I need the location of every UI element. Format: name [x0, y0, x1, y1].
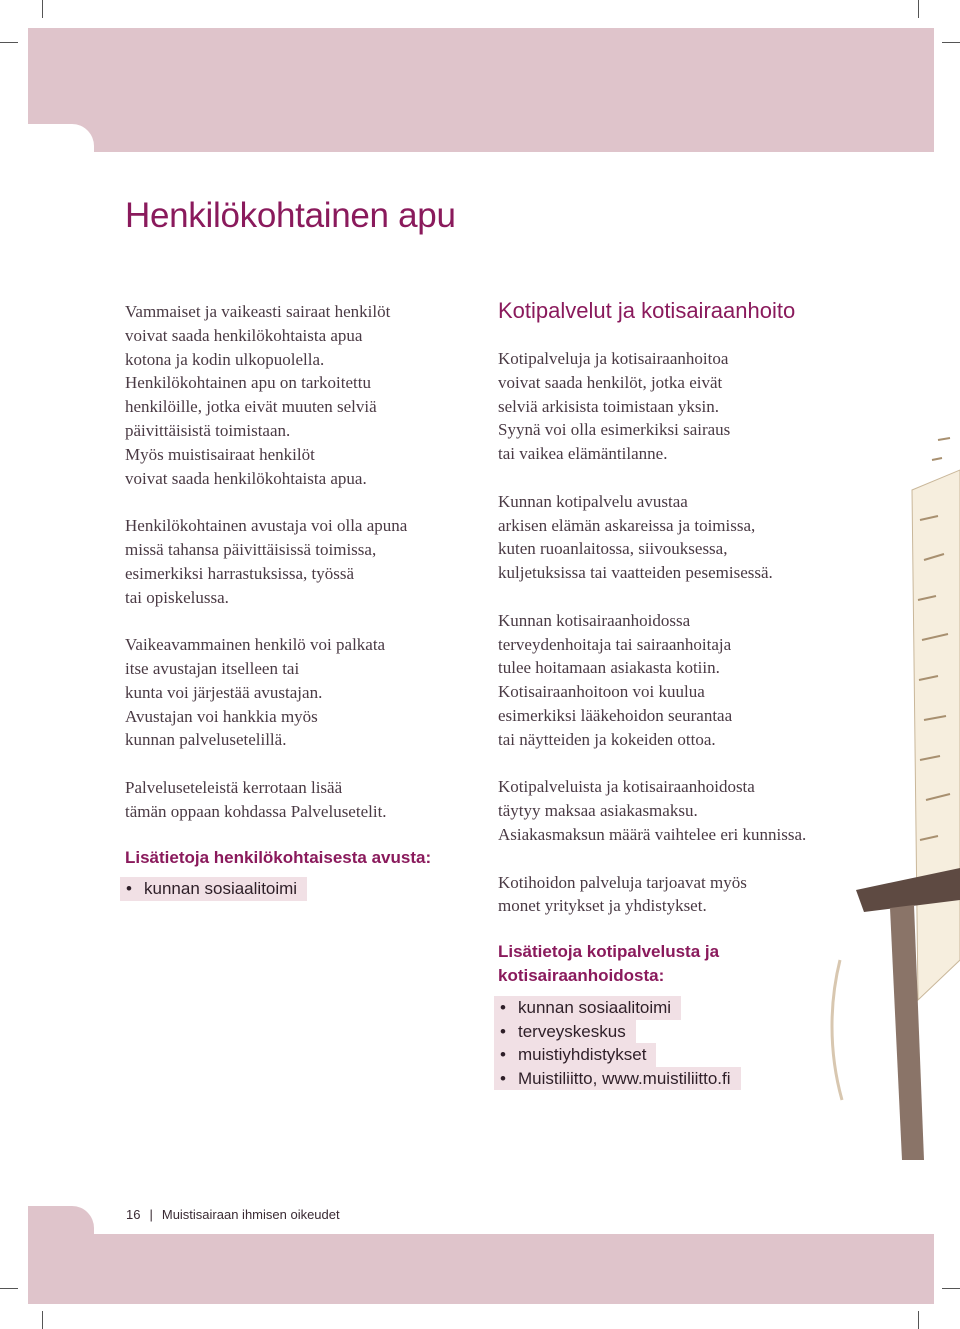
furniture-illustration — [820, 400, 960, 1160]
crop-mark — [42, 0, 43, 18]
footer-band-notch — [28, 1206, 94, 1234]
bullet-icon: • — [126, 879, 132, 898]
crop-mark — [0, 42, 18, 43]
list-item: • muistiyhdistykset — [494, 1043, 656, 1067]
list-item: • Muistiliitto, www.muistiliitto.fi — [494, 1067, 741, 1091]
crop-mark — [942, 1288, 960, 1289]
right-column — [498, 347, 858, 942]
footer-band — [28, 1234, 934, 1304]
paragraph: Vaikeavammainen henkilö voi palkata itse avustajan itselleen tai kunta voi järjestää avustajan. Avustajan voi hankkia myös kunnan palvelusetelillä. — [125, 635, 386, 750]
footer-separator: | — [149, 1207, 153, 1222]
bullet-icon: • — [500, 998, 506, 1017]
info-heading-left: Lisätietoja henkilökohtaisesta avusta: — [125, 848, 432, 867]
list-item: • kunnan sosiaalitoimi — [494, 996, 681, 1020]
header-band-notch — [28, 124, 94, 152]
paragraph: Henkilökohtainen avustaja voi olla apuna missä tahansa päivittäisissä toimissa, esimerkiksi harrastuksissa, työssä tai opiskelussa. — [125, 516, 408, 607]
info-list-left — [120, 877, 307, 901]
paragraph: Palveluseteleistä kerrotaan lisää tämän oppaan kohdassa Palvelusetelit. — [125, 777, 387, 821]
paragraph: Vammaiset ja vaikeasti sairaat henkilöt voivat saada henkilökohtaista apua kotona ja kodin ulkopuolella. Henkilökohtainen apu on tarkoitettu henkilöille, jotka eivät muuten selviä päivittäisistä toimistaan. Myös muistisairaat henkilöt voivat saada henkilökohtaista apua. — [125, 302, 391, 488]
crop-mark — [0, 1288, 18, 1289]
info-list-right — [494, 996, 741, 1090]
page-number: 16 — [126, 1207, 141, 1222]
list-item: • terveyskeskus — [494, 1020, 636, 1044]
bullet-icon: • — [500, 1021, 506, 1041]
crop-mark — [942, 42, 960, 43]
paragraph: Kunnan kotipalvelu avustaa arkisen elämän askareissa ja toimissa, kuten ruoanlaitossa, siivouksessa, kuljetuksissa tai vaatteiden pesemisessä. — [498, 491, 773, 583]
bullet-icon: • — [500, 1068, 506, 1088]
info-heading-right: Lisätietoja kotipalvelusta ja kotisairaanhoidosta: — [498, 942, 720, 985]
bullet-icon: • — [500, 1045, 506, 1064]
paragraph: Kunnan kotisairaanhoidossa terveydenhoitaja tai sairaanhoitaja tulee hoitamaan asiakasta kotiin. Kotisairaanhoitoon voi kuulua esimerkiksi lääkehoidon seurantaa tai näytteiden ja kokeiden ottoa. — [498, 610, 733, 749]
publication-title: Muistisairaan ihmisen oikeudet — [161, 1207, 340, 1222]
left-column — [125, 300, 465, 847]
paragraph: Kotihoidon palveluja tarjoavat myös monet yritykset ja yhdistykset. — [498, 872, 747, 916]
paragraph: Kotipalveluista ja kotisairaanhoidosta täytyy maksaa asiakasmaksu. Asiakasmaksun määrä vaihtelee eri kunnissa. — [498, 777, 807, 844]
paragraph: Kotipalveluja ja kotisairaanhoitoa voivat saada henkilöt, jotka eivät selviä arkisista toimistaan yksin. Syynä voi olla esimerkiksi sairaus tai vaikea elämäntilanne. — [498, 349, 731, 464]
header-band — [28, 28, 934, 152]
section-heading: Kotipalvelut ja kotisairaanhoito — [498, 298, 796, 323]
crop-mark — [42, 1311, 43, 1329]
list-item: • kunnan sosiaalitoimi — [120, 877, 307, 901]
page-footer — [126, 1207, 340, 1222]
crop-mark — [918, 1311, 919, 1329]
crop-mark — [918, 0, 919, 18]
page-title: Henkilökohtainen apu — [125, 196, 456, 235]
